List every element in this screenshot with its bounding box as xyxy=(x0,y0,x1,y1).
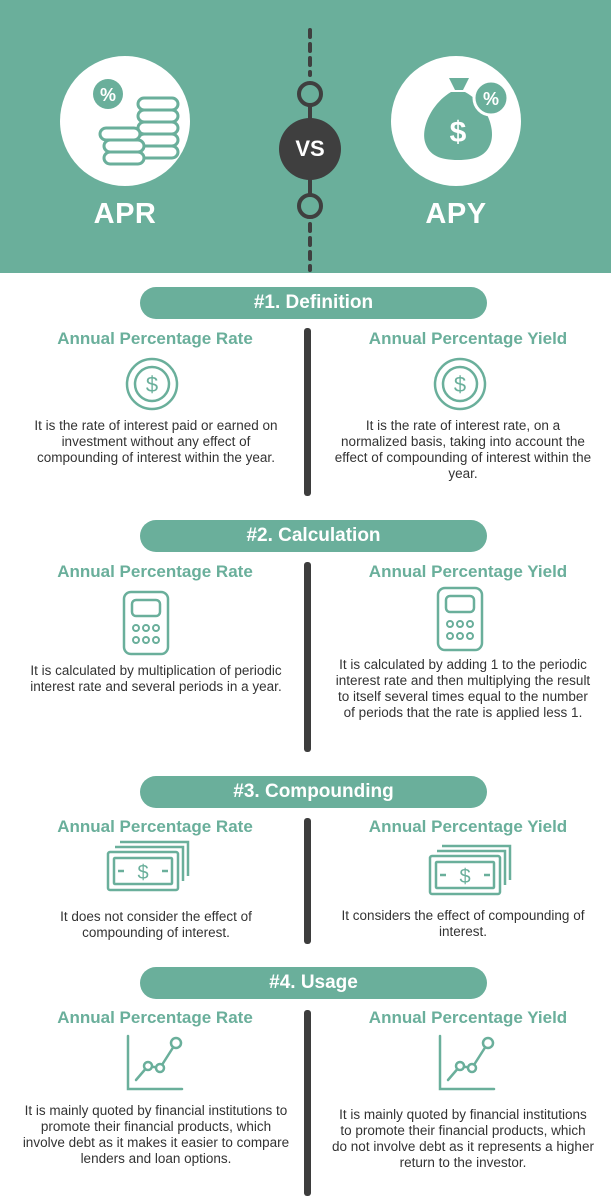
growth-chart-icon xyxy=(436,1034,496,1092)
apy-heading: Annual Percentage Yield xyxy=(368,817,568,836)
svg-text:%: % xyxy=(482,89,500,109)
growth-chart-icon xyxy=(124,1034,184,1092)
section-divider xyxy=(304,328,311,496)
apy-description: It is calculated by adding 1 to the periodic interest rate and then multiplying the result to itself several times equal to the number of periods that the rate is applied less 1. xyxy=(335,657,591,720)
apy-heading: Annual Percentage Yield xyxy=(368,1008,568,1027)
svg-text:$: $ xyxy=(145,372,159,397)
calculator-icon xyxy=(436,586,484,652)
apr-heading: Annual Percentage Rate xyxy=(57,562,253,581)
apr-emblem xyxy=(60,56,190,186)
apy-description: It is mainly quoted by financial institutions to promote their financial products, which do not involve debt as it represents a higher return to the investor. xyxy=(332,1107,594,1170)
section-title-calculation: #2. Calculation xyxy=(140,520,487,552)
section-title-compounding: #3. Compounding xyxy=(140,776,487,808)
section-divider xyxy=(304,1010,311,1196)
apy-emblem xyxy=(391,56,521,186)
apy-heading: Annual Percentage Yield xyxy=(368,562,568,581)
dollar-coin-icon xyxy=(432,356,488,412)
apy-heading: Annual Percentage Yield xyxy=(368,329,568,348)
section-title-usage: #4. Usage xyxy=(140,967,487,999)
svg-text:$: $ xyxy=(453,372,467,397)
svg-text:%: % xyxy=(99,85,117,105)
apr-label: APR xyxy=(93,198,157,230)
vs-badge: VS xyxy=(279,118,341,180)
apr-heading: Annual Percentage Rate xyxy=(57,817,253,836)
apr-description: It is mainly quoted by financial institutions to promote their financial products, which involve debt as it makes it easier to compare lenders and loan options. xyxy=(22,1103,290,1166)
svg-text:$: $ xyxy=(459,866,471,888)
section-divider xyxy=(304,818,311,944)
money-bag-icon xyxy=(391,56,521,186)
svg-text:$: $ xyxy=(449,116,467,149)
apy-description: It considers the effect of compounding of interest. xyxy=(341,908,585,939)
calculator-icon xyxy=(122,590,170,656)
apy-label: APY xyxy=(425,198,487,230)
apr-description: It is calculated by multiplication of periodic interest rate and several periods in a year. xyxy=(30,663,282,694)
apr-description: It does not consider the effect of compounding of interest. xyxy=(60,909,252,940)
apr-heading: Annual Percentage Rate xyxy=(57,1008,253,1027)
banknotes-icon xyxy=(106,838,192,894)
apr-heading: Annual Percentage Rate xyxy=(57,329,253,348)
section-title-definition: #1. Definition xyxy=(140,287,487,319)
banknotes-icon xyxy=(428,842,514,898)
apy-description: It is the rate of interest rate, on a normalized basis, taking into account the effect of compounding of interest within the year. xyxy=(334,418,592,481)
apr-description: It is the rate of interest paid or earned on investment without any effect of compounding of interest within the year. xyxy=(34,418,278,465)
percent-coins-icon xyxy=(60,56,190,186)
hero-banner xyxy=(0,0,611,273)
section-divider xyxy=(304,562,311,752)
dollar-coin-icon xyxy=(124,356,180,412)
svg-text:$: $ xyxy=(137,862,149,884)
